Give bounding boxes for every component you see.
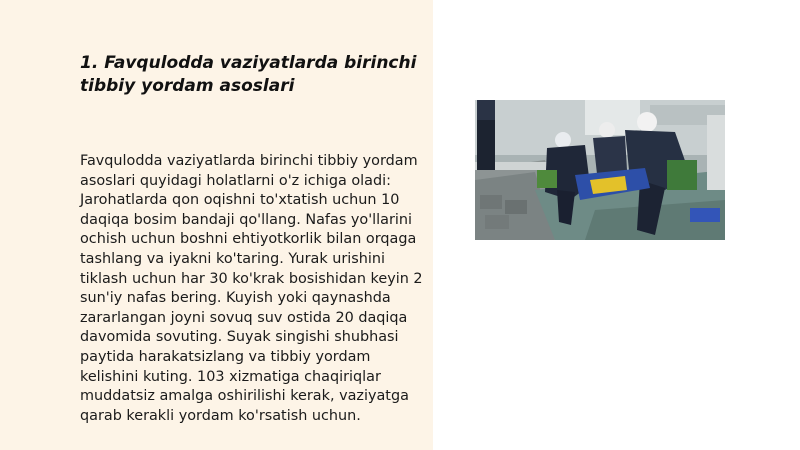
slide-title: 1. Favqulodda vaziyatlarda birinchi tibbiy yordam asoslari [80,53,417,96]
rescue-photo [475,100,725,240]
slide-body-text: Favqulodda vaziyatlarda birinchi tibbiy yordam asoslari quyidagi holatlarni o'z ichiga oladi: Jarohatlarda qon oqishni to'xtatish uchun 10 daqiqa bosim bandaji qo'llang. Nafas yo'llarini ochish uchun boshni ehtiyotkorlik bilan orqaga tashlang va iyakni ko'taring. Yurak urishini tiklash uchun har 30 ko'krak bosishidan keyin 2 sun'iy nafas bering. Kuyish yoki qaynashda zararlangan joyni sovuq suv ostida 20 daqiqa davomida sovuting. Suyak singishi shubhasi paytida harakatsizlang va tibbiy yordam kelishini kuting. 103 xizmatiga chaqiriqlar muddatsiz amalga oshirilishi kerak, vaziyatga qarab kerakli yordam ko'rsatish uchun. [80,153,423,424]
